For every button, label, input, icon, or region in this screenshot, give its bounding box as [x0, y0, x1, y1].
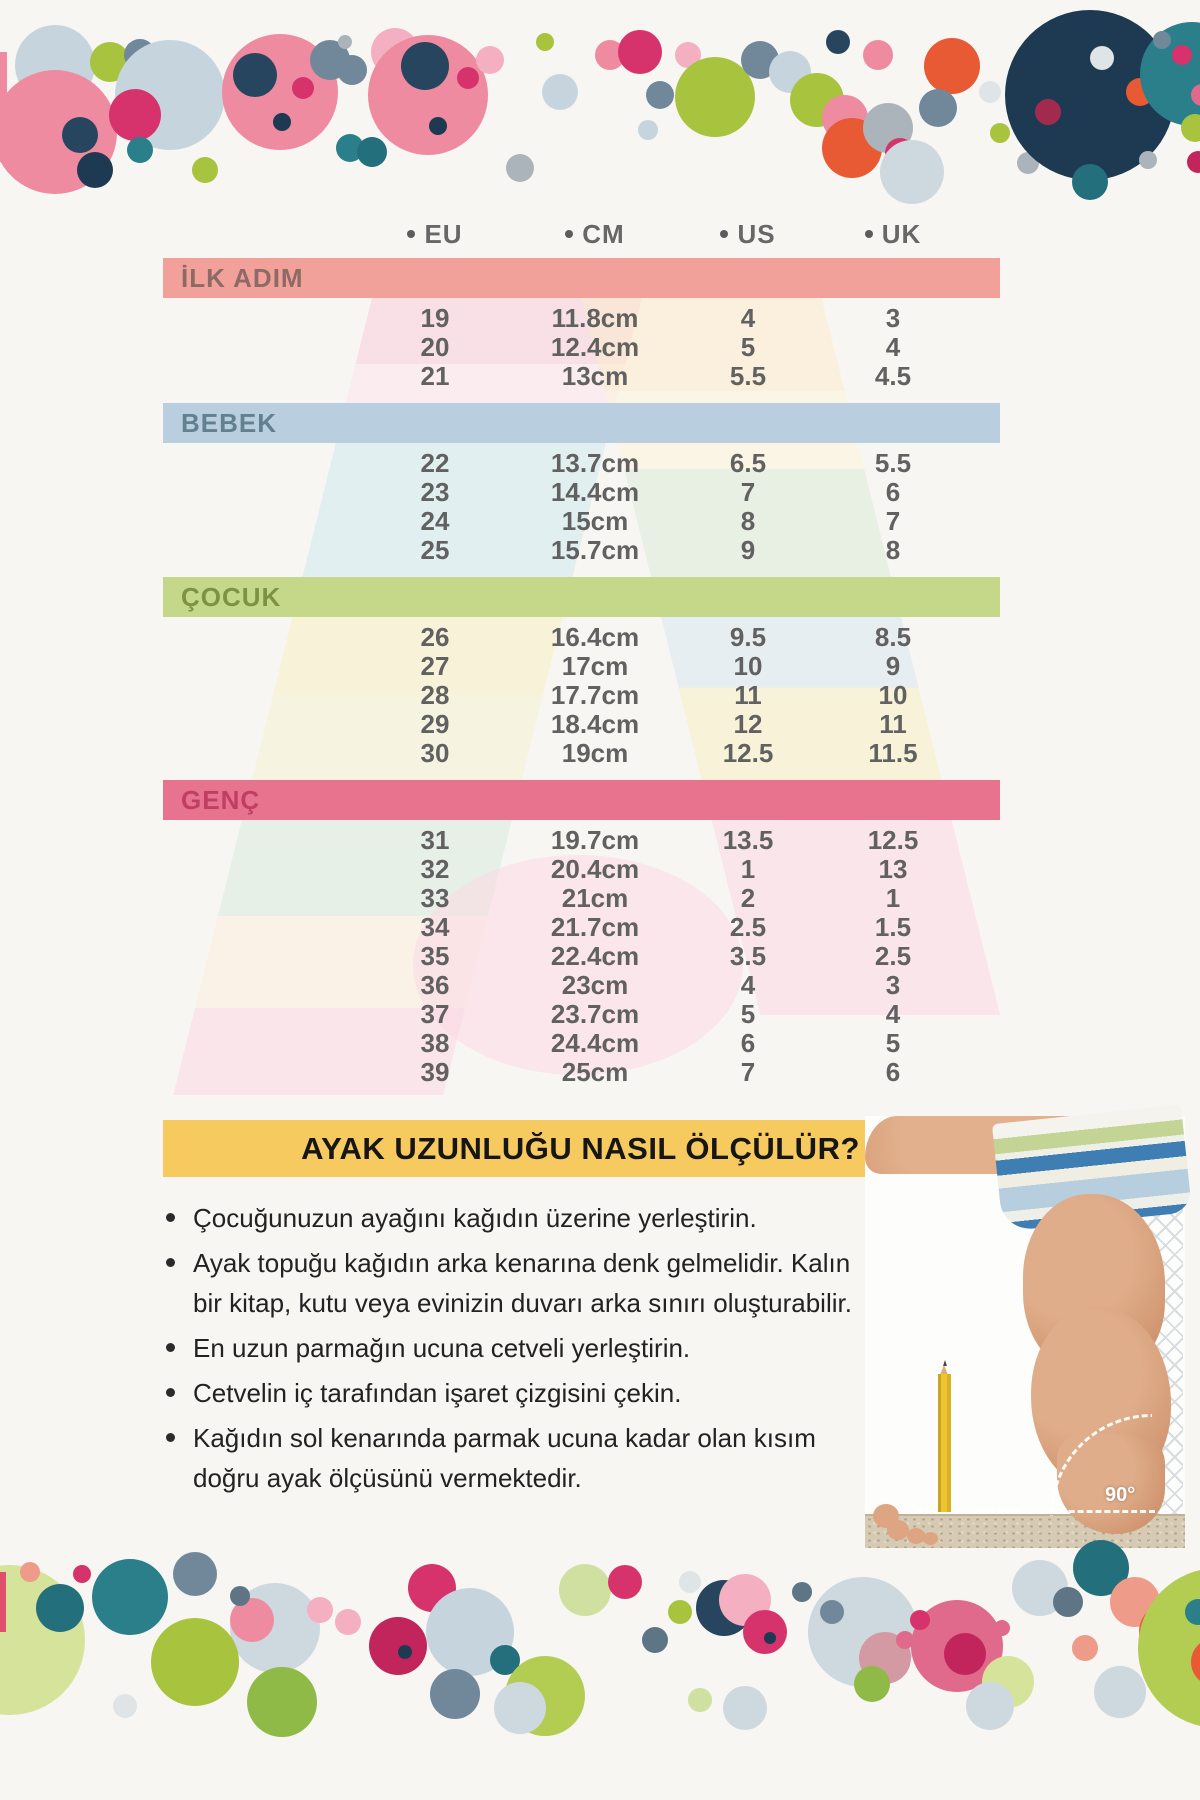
size-row [163, 884, 1000, 913]
size-cell-cm: 13cm [561, 361, 629, 391]
size-cell-cm: 19.7cm [550, 825, 640, 855]
decorative-dot [854, 1666, 890, 1702]
guide-bullet-item [160, 1243, 860, 1323]
size-cell-cm: 18.4cm [550, 709, 640, 739]
size-cell-eu: 20 [420, 332, 450, 362]
size-cell-cm: 16.4cm [550, 622, 640, 652]
baby-foot-photo [865, 1116, 1185, 1546]
decorative-dot [0, 1565, 85, 1715]
size-cell-eu: 23 [420, 477, 450, 507]
decorative-dot [20, 1562, 40, 1582]
decorative-dot [0, 70, 117, 194]
decorative-dot [896, 1631, 914, 1649]
size-section-bar [163, 780, 1000, 820]
size-cell-eu: 32 [420, 854, 450, 884]
bullet-dot-icon [166, 1433, 175, 1442]
decorative-dot [595, 40, 625, 70]
decorative-dot [966, 1682, 1014, 1730]
decorative-dot [1191, 1638, 1200, 1686]
size-cell-uk: 5.5 [874, 448, 912, 478]
decorative-dot [476, 46, 504, 74]
decorative-dot [668, 1600, 692, 1624]
decorative-dot [1185, 1599, 1200, 1625]
guide-bullet-text: Cetvelin iç tarafından işaret çizgisini çekin. [193, 1378, 682, 1408]
toe [923, 1532, 938, 1545]
decorative-dot [1172, 45, 1192, 65]
decorative-dot [371, 28, 419, 76]
size-section-bar [163, 403, 1000, 443]
size-cell-uk: 8.5 [874, 622, 912, 652]
decorative-dot [368, 35, 488, 155]
size-cell-us: 3.5 [729, 941, 767, 971]
decorative-dot [335, 1609, 361, 1635]
size-cell-cm: 15cm [561, 506, 629, 536]
decorative-dot [457, 67, 479, 89]
size-cell-cm: 11.8cm [551, 303, 639, 333]
decorative-dot [642, 1627, 668, 1653]
size-cell-cm: 14.4cm [550, 477, 640, 507]
decorative-dot [336, 134, 364, 162]
size-row [163, 1029, 1000, 1058]
guide-bullet-text: Kağıdın sol kenarında parmak ucuna kadar olan kısım doğru ayak ölçüsünü vermektedir. [193, 1423, 816, 1493]
decorative-dot [764, 1632, 776, 1644]
decorative-dot [863, 103, 913, 153]
decorative-dot [230, 1598, 274, 1642]
guide-bullet-item [160, 1373, 860, 1413]
size-cell-eu: 28 [420, 680, 450, 710]
decorative-dot [1017, 152, 1039, 174]
decorative-dot [173, 1552, 217, 1596]
guide-bullet-item [160, 1328, 860, 1368]
decorative-dot [90, 42, 130, 82]
decorative-dot [675, 42, 701, 68]
decorative-dot [618, 30, 662, 74]
decorative-dot [505, 1656, 585, 1736]
column-header-us [663, 219, 833, 250]
decorative-dot [822, 118, 882, 178]
size-cell-us: 13.5 [722, 825, 774, 855]
decorative-dot [127, 137, 153, 163]
size-row [163, 855, 1000, 884]
decorative-dot [994, 1620, 1010, 1636]
size-cell-cm: 13.7cm [550, 448, 640, 478]
size-cell-uk: 11.5 [868, 738, 918, 768]
decorative-dot [679, 1571, 701, 1593]
size-cell-cm: 23cm [561, 970, 629, 1000]
size-cell-us: 4 [740, 970, 756, 1000]
size-cell-eu: 38 [420, 1028, 450, 1058]
decorative-dot [990, 123, 1010, 143]
size-cell-uk: 5 [885, 1028, 901, 1058]
decorative-dot [338, 35, 352, 49]
size-cell-us: 9.5 [729, 622, 767, 652]
decorative-dot [73, 1565, 91, 1583]
decorative-dot [307, 1597, 333, 1623]
size-cell-us: 7 [740, 1057, 756, 1087]
decorative-dot [429, 117, 447, 135]
size-row [163, 1000, 1000, 1029]
decorative-dot [92, 1559, 168, 1635]
size-cell-us: 4 [740, 303, 756, 333]
size-cell-us: 12.5 [722, 738, 774, 768]
size-cell-uk: 4 [885, 999, 901, 1029]
guide-bullet-list [160, 1198, 860, 1503]
decorative-dot [1126, 78, 1154, 106]
size-cell-eu: 22 [420, 448, 450, 478]
size-cell-eu: 29 [420, 709, 450, 739]
size-cell-cm: 23.7cm [550, 999, 640, 1029]
bottom-decorative-border [0, 1545, 1200, 1735]
guide-bullet-item [160, 1198, 860, 1238]
decorative-dot [247, 1667, 317, 1737]
size-cell-us: 12 [733, 709, 763, 739]
size-chart-header [163, 212, 1000, 256]
decorative-dot [109, 89, 161, 141]
size-row [163, 681, 1000, 710]
bullet-dot-icon [865, 230, 873, 238]
decorative-dot [401, 42, 449, 90]
decorative-dot [1191, 84, 1200, 106]
bullet-dot-icon [166, 1388, 175, 1397]
decorative-dot [910, 1610, 930, 1630]
decorative-dot [646, 81, 674, 109]
size-chart-table [163, 212, 1000, 1097]
size-cell-us: 5 [740, 332, 756, 362]
decorative-dot [494, 1682, 546, 1734]
size-cell-us: 2 [740, 883, 756, 913]
decorative-dot [230, 1586, 250, 1606]
decorative-dot [1187, 151, 1200, 173]
size-row [163, 652, 1000, 681]
decorative-dot [743, 1610, 787, 1654]
decorative-dot [924, 38, 980, 94]
decorative-dot [822, 95, 868, 141]
size-cell-eu: 26 [420, 622, 450, 652]
decorative-dot [1005, 10, 1175, 180]
decorative-dot [430, 1669, 480, 1719]
guide-bullet-text: Ayak topuğu kağıdın arka kenarına denk gelmelidir. Kalın bir kitap, kutu veya evinizin duvarı arka sınırı oluşturabilir. [193, 1248, 852, 1318]
size-cell-cm: 17.7cm [550, 680, 640, 710]
size-cell-eu: 24 [420, 506, 450, 536]
size-row [163, 507, 1000, 536]
size-row [163, 710, 1000, 739]
toe [887, 1520, 909, 1540]
decorative-dot [1138, 1568, 1200, 1728]
decorative-dot [1140, 22, 1200, 126]
size-cell-uk: 6 [885, 1057, 901, 1087]
size-cell-us: 1 [740, 854, 756, 884]
size-cell-uk: 4.5 [874, 361, 912, 391]
decorative-dot [982, 1656, 1034, 1708]
decorative-dot [790, 73, 844, 127]
decorative-dot [1072, 164, 1108, 200]
decorative-dot [979, 81, 1001, 103]
top-decorative-border [0, 0, 1200, 200]
decorative-dot [1090, 46, 1114, 70]
decorative-dot [369, 1617, 427, 1675]
size-cell-cm: 25cm [561, 1057, 629, 1087]
size-row [163, 913, 1000, 942]
decorative-dot [1012, 1560, 1068, 1616]
decorative-dot [506, 154, 534, 182]
bullet-dot-icon [166, 1343, 175, 1352]
size-cell-us: 10 [733, 651, 763, 681]
size-section-label: BEBEK [181, 407, 278, 438]
column-header-label: US [737, 218, 776, 249]
decorative-dot [426, 1588, 514, 1676]
angle-label: 90° [1105, 1484, 1136, 1506]
size-cell-eu: 25 [420, 535, 450, 565]
decorative-dot [15, 25, 95, 105]
size-cell-us: 2.5 [729, 912, 767, 942]
decorative-dot [1139, 1603, 1197, 1661]
size-cell-uk: 4 [885, 332, 901, 362]
decorative-dot [490, 1645, 520, 1675]
size-cell-cm: 22.4cm [550, 941, 640, 971]
size-cell-uk: 3 [885, 303, 901, 333]
decorative-dot [222, 34, 338, 150]
size-cell-uk: 1 [885, 883, 901, 913]
size-row [163, 971, 1000, 1000]
bullet-dot-icon [166, 1258, 175, 1267]
column-header-eu [343, 219, 527, 250]
size-row [163, 739, 1000, 768]
size-row [163, 826, 1000, 855]
decorative-dot [230, 1583, 320, 1673]
size-cell-uk: 13 [878, 854, 908, 884]
decorative-dot [826, 30, 850, 54]
decorative-dot [638, 120, 658, 140]
size-cell-cm: 19cm [561, 738, 629, 768]
size-cell-cm: 24.4cm [550, 1028, 640, 1058]
size-cell-eu: 35 [420, 941, 450, 971]
decorative-dot [769, 51, 811, 93]
size-cell-eu: 37 [420, 999, 450, 1029]
decorative-dot [612, 1566, 632, 1586]
column-header-label: EU [424, 218, 463, 249]
size-section-bar [163, 577, 1000, 617]
size-cell-us: 6 [740, 1028, 756, 1058]
size-cell-uk: 6 [885, 477, 901, 507]
size-cell-uk: 11 [879, 709, 907, 739]
size-cell-uk: 7 [885, 506, 901, 536]
decorative-dot [151, 1618, 239, 1706]
pencil-icon [938, 1360, 951, 1512]
size-row [163, 304, 1000, 333]
column-header-uk [833, 219, 953, 250]
size-cell-eu: 19 [420, 303, 450, 333]
size-cell-cm: 12.4cm [550, 332, 640, 362]
size-cell-cm: 21cm [561, 883, 629, 913]
column-header-cm [527, 219, 663, 250]
decorative-dot [719, 1574, 771, 1626]
size-cell-us: 9 [740, 535, 756, 565]
page-edge-accent [0, 1572, 6, 1632]
decorative-dot [113, 1694, 137, 1718]
size-cell-eu: 33 [420, 883, 450, 913]
guide-title: AYAK UZUNLUĞU NASIL ÖLÇÜLÜR? [301, 1130, 860, 1166]
size-cell-uk: 8 [885, 535, 901, 565]
size-cell-us: 5 [740, 999, 756, 1029]
size-row [163, 942, 1000, 971]
page-edge-accent [0, 52, 7, 162]
decorative-dot [408, 1564, 456, 1612]
size-row [163, 623, 1000, 652]
size-cell-uk: 1.5 [874, 912, 912, 942]
decorative-dot [337, 55, 367, 85]
decorative-dot [944, 1633, 986, 1675]
decorative-dot [62, 117, 98, 153]
size-row [163, 333, 1000, 362]
size-cell-uk: 2.5 [874, 941, 912, 971]
decorative-dot [1153, 31, 1171, 49]
decorative-dot [1073, 1540, 1129, 1596]
column-header-label: CM [582, 218, 625, 249]
decorative-dot [1094, 1666, 1146, 1718]
size-cell-uk: 12.5 [867, 825, 919, 855]
size-cell-eu: 27 [420, 651, 450, 681]
decorative-dot [885, 138, 915, 168]
size-row [163, 536, 1000, 565]
decorative-dot [1139, 151, 1157, 169]
size-cell-eu: 34 [420, 912, 450, 942]
decorative-dot [792, 1582, 812, 1602]
size-cell-cm: 21.7cm [550, 912, 640, 942]
size-cell-eu: 36 [420, 970, 450, 1000]
decorative-dot [741, 41, 779, 79]
size-cell-eu: 31 [420, 825, 450, 855]
guide-bullet-text: Çocuğunuzun ayağını kağıdın üzerine yerleştirin. [193, 1203, 757, 1233]
size-cell-eu: 30 [420, 738, 450, 768]
decorative-dot [696, 1580, 752, 1636]
size-cell-uk: 9 [885, 651, 901, 681]
size-cell-us: 7 [740, 477, 756, 507]
bullet-dot-icon [407, 230, 415, 238]
decorative-dot [124, 39, 156, 71]
decorative-dot [398, 1645, 412, 1659]
size-cell-cm: 17cm [561, 651, 629, 681]
decorative-dot [192, 157, 218, 183]
size-cell-us: 5.5 [729, 361, 767, 391]
decorative-dot [273, 113, 291, 131]
decorative-dot [688, 1688, 712, 1712]
size-row [163, 478, 1000, 507]
decorative-dot [233, 53, 277, 97]
column-header-label: UK [881, 218, 922, 249]
size-cell-eu: 39 [420, 1057, 450, 1087]
decorative-dot [357, 137, 387, 167]
size-section-label: ÇOCUK [181, 581, 282, 612]
size-section-label: İLK ADIM [181, 262, 304, 293]
size-cell-cm: 20.4cm [550, 854, 640, 884]
bullet-dot-icon [565, 230, 573, 238]
guide-bullet-item [160, 1418, 860, 1498]
decorative-dot [608, 1565, 642, 1599]
decorative-dot [115, 40, 225, 150]
decorative-dot [1053, 1587, 1083, 1617]
decorative-dot [859, 1632, 911, 1684]
decorative-dot [675, 57, 755, 137]
decorative-dot [1181, 114, 1200, 142]
size-cell-us: 6.5 [729, 448, 767, 478]
size-section-label: GENÇ [181, 784, 261, 815]
decorative-dot [310, 40, 350, 80]
size-row [163, 362, 1000, 391]
decorative-dot [808, 1577, 918, 1687]
decorative-dot [880, 140, 944, 204]
bullet-dot-icon [166, 1213, 175, 1222]
decorative-dot [536, 33, 554, 51]
decorative-dot [1072, 1635, 1098, 1661]
decorative-dot [1035, 99, 1061, 125]
size-cell-us: 8 [740, 506, 756, 536]
size-section-bar [163, 258, 1000, 298]
size-cell-eu: 21 [420, 361, 450, 391]
decorative-dot [36, 1584, 84, 1632]
decorative-dot [863, 40, 893, 70]
decorative-dot [559, 1564, 611, 1616]
size-chart-sections [163, 258, 1000, 1097]
decorative-dot [723, 1686, 767, 1730]
decorative-dot [1110, 1577, 1160, 1627]
size-row [163, 1058, 1000, 1087]
decorative-dot [77, 152, 113, 188]
size-row [163, 449, 1000, 478]
decorative-dot [919, 89, 957, 127]
decorative-dot [911, 1600, 1003, 1692]
size-cell-uk: 10 [878, 680, 908, 710]
bullet-dot-icon [720, 230, 728, 238]
size-cell-uk: 3 [885, 970, 901, 1000]
decorative-dot [1170, 1650, 1186, 1666]
size-cell-us: 11 [734, 680, 762, 710]
decorative-dot [292, 77, 314, 99]
decorative-dot [820, 1600, 844, 1624]
guide-bullet-text: En uzun parmağın ucuna cetveli yerleştirin. [193, 1333, 691, 1363]
size-cell-cm: 15.7cm [550, 535, 640, 565]
decorative-dot [542, 74, 578, 110]
